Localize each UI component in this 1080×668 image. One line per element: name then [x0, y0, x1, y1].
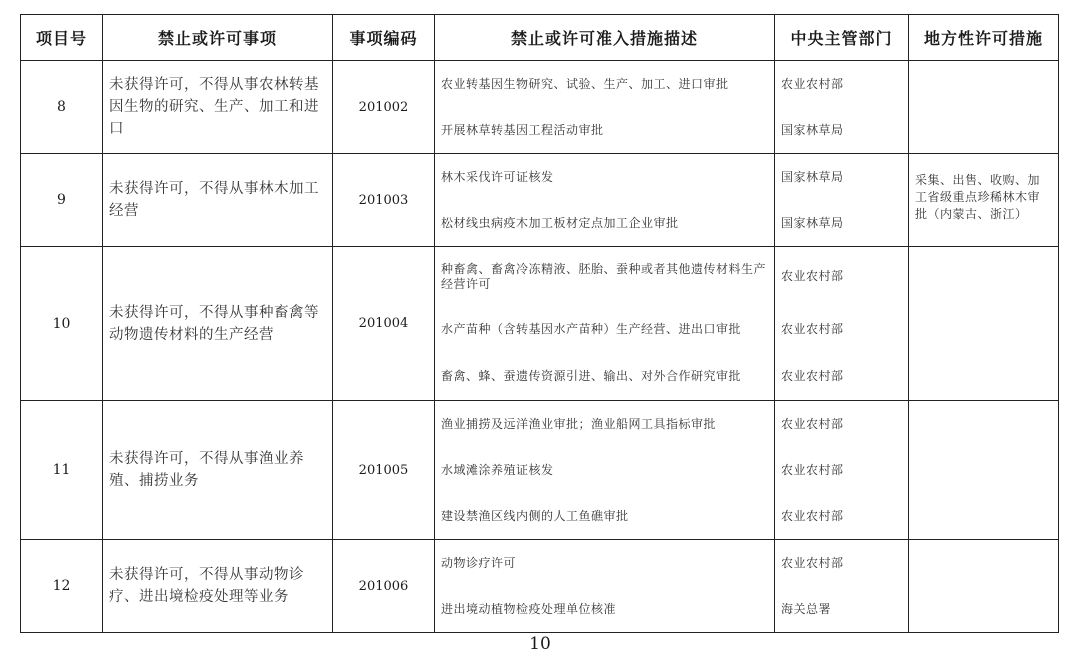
- row-item: 未获得许可，不得从事动物诊疗、进出境检疫处理等业务: [103, 540, 333, 633]
- row-local: [909, 247, 1059, 401]
- local-measure: [909, 61, 1058, 79]
- permit-table: [20, 14, 1059, 633]
- measure-dept: 农业农村部: [781, 369, 844, 383]
- header-dept: 中央主管部门: [775, 15, 909, 61]
- header-desc: 禁止或许可准入措施描述: [435, 15, 775, 61]
- row-dept-cell: [775, 247, 909, 401]
- row-item: 未获得许可，不得从事农林转基因生物的研究、生产、加工和进口: [103, 61, 333, 154]
- row-number: 12: [21, 540, 103, 633]
- table-row: [21, 154, 1059, 247]
- measure-dept: 国家林草局: [781, 169, 844, 184]
- measure-desc: 水域滩涂养殖证核发: [441, 462, 554, 477]
- measure-dept: 农业农村部: [781, 508, 844, 523]
- measure-dept: 农业农村部: [781, 416, 844, 431]
- table-row: [21, 401, 1059, 540]
- measure-dept: 国家林草局: [781, 215, 844, 230]
- row-desc-cell: [435, 247, 775, 401]
- row-item: 未获得许可，不得从事渔业养殖、捕捞业务: [103, 401, 333, 540]
- measure-dept: 国家林草局: [781, 122, 844, 137]
- row-code: 201002: [333, 61, 435, 154]
- measure-desc: 农业转基因生物研究、试验、生产、加工、进口审批: [441, 76, 729, 91]
- row-item: 未获得许可，不得从事林木加工经营: [103, 154, 333, 247]
- measure-desc: 开展林草转基因工程活动审批: [441, 122, 604, 137]
- row-desc-cell: [435, 540, 775, 633]
- row-local: [909, 540, 1059, 633]
- table-row: [21, 61, 1059, 154]
- row-number: 10: [21, 247, 103, 401]
- row-code: 201003: [333, 154, 435, 247]
- measure-desc: 进出境动植物检疫处理单位核准: [441, 601, 617, 616]
- header-local: 地方性许可措施: [909, 15, 1059, 61]
- measure-desc: 动物诊疗许可: [441, 555, 517, 570]
- measure-desc: 水产苗种（含转基因水产苗种）生产经营、进出口审批: [441, 322, 742, 336]
- row-desc-cell: [435, 401, 775, 540]
- row-number: 11: [21, 401, 103, 540]
- measure-dept: 农业农村部: [781, 76, 844, 91]
- header-row: [21, 15, 1059, 61]
- row-code: 201006: [333, 540, 435, 633]
- row-code: 201005: [333, 401, 435, 540]
- row-local: [909, 154, 1059, 247]
- page-number: 10: [529, 634, 551, 654]
- table-row: [21, 247, 1059, 401]
- local-measure: [909, 247, 1058, 265]
- measure-desc: 松材线虫病疫木加工板材定点加工企业审批: [441, 215, 679, 230]
- row-number: 9: [21, 154, 103, 247]
- local-measure: 采集、出售、收购、加工省级重点珍稀林木审批（内蒙古、浙江）: [915, 173, 1041, 221]
- local-measure: [909, 401, 1058, 419]
- measure-dept: 农业农村部: [781, 462, 844, 477]
- measure-dept: 海关总署: [781, 601, 832, 616]
- row-desc-cell: [435, 154, 775, 247]
- row-dept-cell: [775, 401, 909, 540]
- measure-dept: 农业农村部: [781, 555, 844, 570]
- row-local: [909, 401, 1059, 540]
- table-row: [21, 540, 1059, 633]
- measure-dept: 农业农村部: [781, 269, 844, 283]
- row-local: [909, 61, 1059, 154]
- header-item: 禁止或许可事项: [103, 15, 333, 61]
- measure-desc: 林木采伐许可证核发: [441, 169, 554, 184]
- measure-dept: 农业农村部: [781, 322, 844, 336]
- local-measure: [909, 540, 1058, 558]
- measure-desc: 种畜禽、畜禽冷冻精液、胚胎、蚕种或者其他遗传材料生产经营许可: [441, 261, 767, 291]
- row-dept-cell: [775, 540, 909, 633]
- row-code: 201004: [333, 247, 435, 401]
- row-number: 8: [21, 61, 103, 154]
- measure-desc: 渔业捕捞及远洋渔业审批；渔业船网工具指标审批: [441, 416, 717, 431]
- measure-desc: 建设禁渔区线内侧的人工鱼礁审批: [441, 508, 629, 523]
- row-dept-cell: [775, 61, 909, 154]
- row-item: 未获得许可，不得从事种畜禽等动物遗传材料的生产经营: [103, 247, 333, 401]
- measure-desc: 畜禽、蜂、蚕遗传资源引进、输出、对外合作研究审批: [441, 369, 742, 383]
- header-no: 项目号: [21, 15, 103, 61]
- header-code: 事项编码: [333, 15, 435, 61]
- row-dept-cell: [775, 154, 909, 247]
- row-desc-cell: [435, 61, 775, 154]
